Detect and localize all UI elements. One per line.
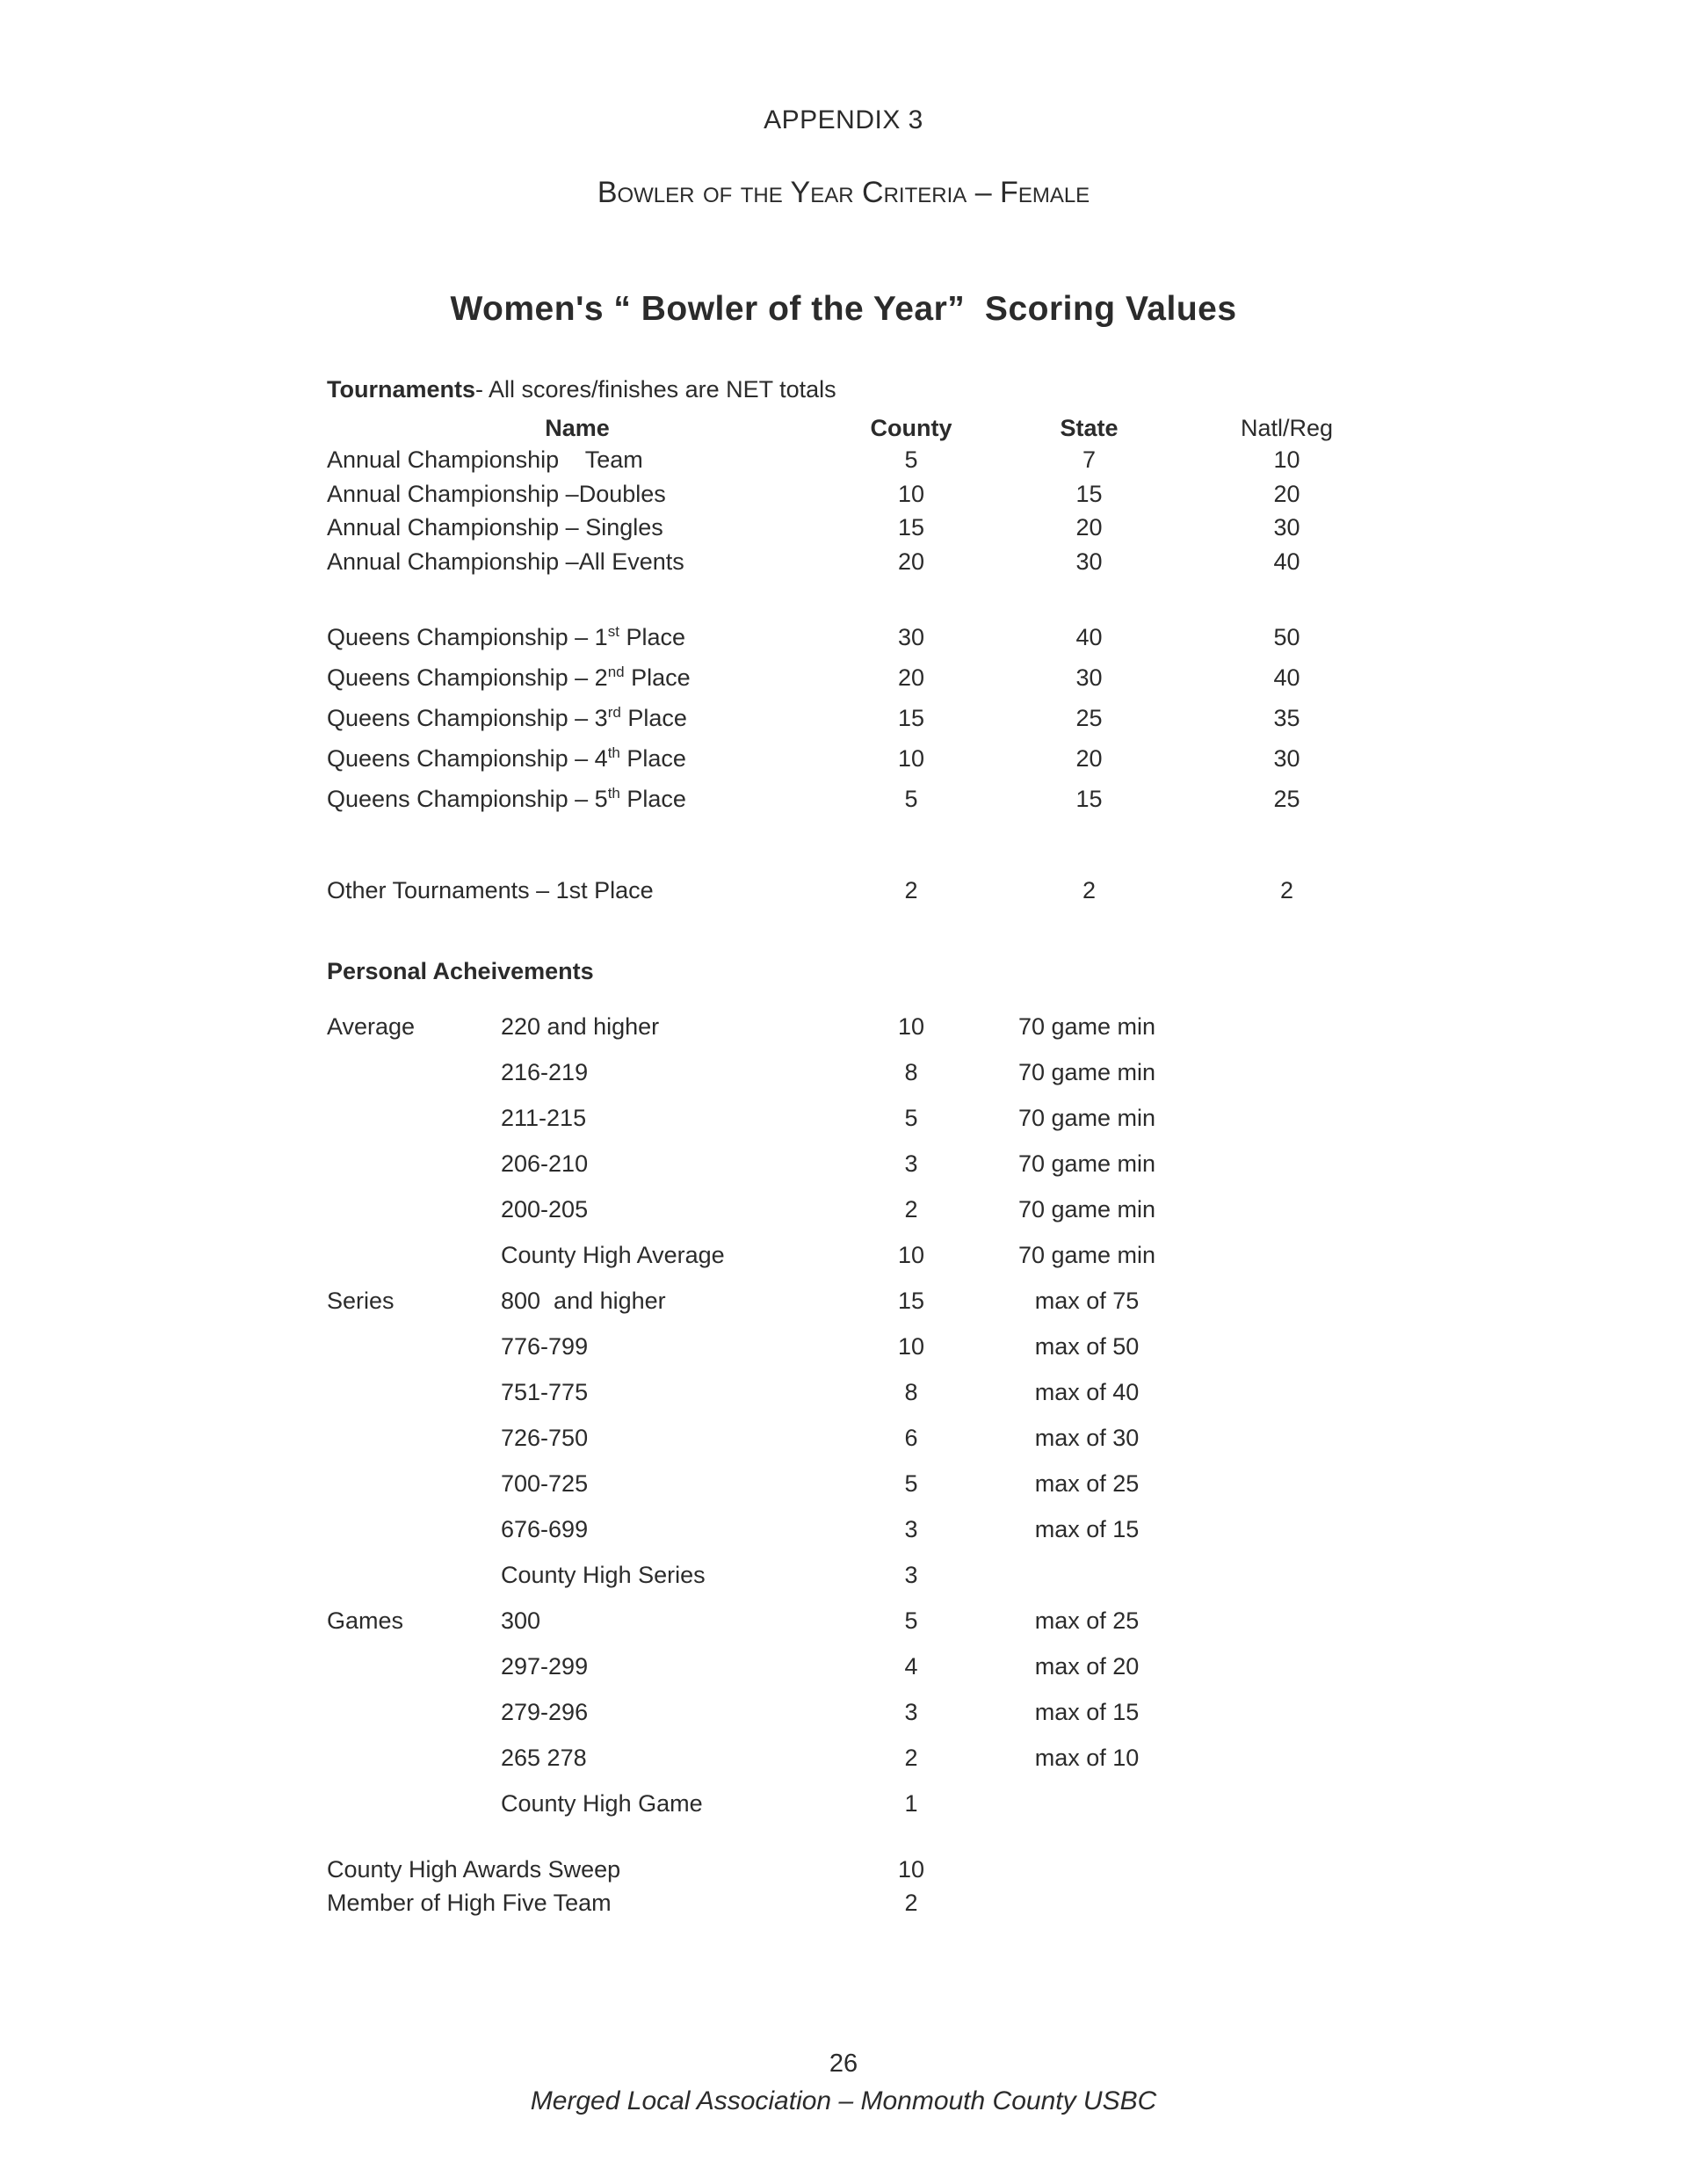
points-value: 10 — [897, 1242, 925, 1268]
table-row — [327, 1324, 1434, 1369]
ordinal-suffix: rd — [607, 704, 621, 721]
points-value: 5 — [904, 1105, 918, 1131]
tournament-name: Queens Championship – 2nd Place — [327, 664, 691, 691]
state-value: 20 — [1075, 514, 1103, 541]
tournament-name: Annual Championship –All Events — [327, 548, 684, 575]
county-value: 15 — [897, 705, 925, 731]
natl-reg-value: 20 — [1273, 480, 1300, 507]
category-label — [327, 1232, 501, 1278]
state-value: 30 — [1075, 664, 1103, 691]
table-header-row — [327, 413, 1434, 443]
points-value: 4 — [904, 1653, 918, 1680]
tournament-name: Queens Championship – 4th Place — [327, 744, 686, 772]
county-value: 30 — [897, 624, 925, 650]
achievement-label: 279-296 — [501, 1699, 589, 1725]
tournament-name: Annual Championship –Doubles — [327, 480, 666, 507]
achievement-label: 700-725 — [501, 1470, 589, 1497]
category-label: Average — [327, 1013, 416, 1040]
state-value: 15 — [1075, 480, 1103, 507]
category-label — [327, 1461, 501, 1506]
condition-note: max of 50 — [1034, 1333, 1140, 1360]
condition-note: max of 15 — [1034, 1699, 1140, 1725]
column-header-state: State — [1060, 415, 1119, 441]
natl-reg-value: 40 — [1273, 548, 1300, 575]
county-value: 20 — [897, 548, 925, 575]
state-value: 7 — [1082, 446, 1097, 473]
condition-note: max of 25 — [1034, 1470, 1140, 1497]
state-value: 15 — [1075, 786, 1103, 812]
category-label — [327, 1369, 501, 1415]
county-value: 20 — [897, 664, 925, 691]
table-row — [327, 1415, 1434, 1461]
queens-championship-rows — [327, 617, 1434, 819]
award-label: Member of High Five Team — [327, 1890, 612, 1916]
county-value: 2 — [904, 877, 918, 903]
points-value: 3 — [904, 1562, 918, 1588]
category-label — [327, 1095, 501, 1141]
condition-note: max of 20 — [1034, 1653, 1140, 1680]
tournament-name: Queens Championship – 5th Place — [327, 785, 686, 812]
tournaments-section-heading — [327, 374, 1434, 404]
condition-note: 70 game min — [1017, 1196, 1156, 1223]
tournaments-heading-label: Tournaments — [327, 376, 476, 403]
table-row — [327, 779, 1434, 819]
county-value: 10 — [897, 745, 925, 772]
table-row — [327, 698, 1434, 738]
points-value: 10 — [897, 1013, 925, 1040]
condition-note: 70 game min — [1017, 1059, 1156, 1085]
table-row — [327, 1735, 1434, 1781]
ordinal-suffix: st — [607, 623, 619, 640]
achievement-label: County High Game — [501, 1790, 703, 1817]
points-value: 3 — [904, 1150, 918, 1177]
category-label — [327, 1552, 501, 1598]
points-value: 10 — [897, 1856, 925, 1883]
series-section — [327, 1278, 1434, 1598]
table-row — [327, 1853, 1434, 1886]
natl-reg-value: 35 — [1273, 705, 1300, 731]
appendix-heading: APPENDIX 3 — [764, 105, 923, 134]
personal-achievements-heading: Personal Acheivements — [327, 958, 594, 984]
natl-reg-value: 50 — [1273, 624, 1300, 650]
column-header-county: County — [870, 415, 952, 441]
points-value: 3 — [904, 1516, 918, 1542]
table-row — [327, 1552, 1434, 1598]
points-value: 1 — [904, 1790, 918, 1817]
points-value: 2 — [904, 1745, 918, 1771]
achievement-label: 751-775 — [501, 1379, 589, 1405]
tournament-name: Annual Championship – Singles — [327, 514, 663, 541]
achievement-label: 800 and higher — [501, 1288, 666, 1314]
table-row — [327, 1598, 1434, 1643]
points-value: 5 — [904, 1470, 918, 1497]
table-row — [327, 1689, 1434, 1735]
points-value: 8 — [904, 1379, 918, 1405]
column-header-natl-reg: Natl/Reg — [1240, 415, 1334, 441]
page-title: Women's “ Bowler of the Year” Scoring Values — [450, 290, 1237, 328]
table-row — [327, 545, 1434, 579]
natl-reg-value: 30 — [1273, 745, 1300, 772]
points-value: 8 — [904, 1059, 918, 1085]
natl-reg-value: 30 — [1273, 514, 1300, 541]
category-label — [327, 1186, 501, 1232]
table-row — [327, 1186, 1434, 1232]
condition-note: max of 25 — [1034, 1607, 1140, 1634]
natl-reg-value: 2 — [1279, 877, 1294, 903]
table-row — [327, 443, 1434, 477]
condition-note: max of 15 — [1034, 1516, 1140, 1542]
achievement-label: 726-750 — [501, 1425, 589, 1451]
points-value: 3 — [904, 1699, 918, 1725]
category-label — [327, 1643, 501, 1689]
condition-note: max of 75 — [1034, 1288, 1140, 1314]
state-value: 25 — [1075, 705, 1103, 731]
footer-association: Merged Local Association – Monmouth County USBC — [530, 2086, 1157, 2115]
condition-note: max of 40 — [1034, 1379, 1140, 1405]
condition-note: 70 game min — [1017, 1242, 1156, 1268]
tournaments-heading-note: - All scores/finishes are NET totals — [475, 376, 836, 403]
state-value: 40 — [1075, 624, 1103, 650]
tournament-name: Other Tournaments – 1st Place — [327, 877, 654, 903]
table-row — [327, 1461, 1434, 1506]
points-value: 10 — [897, 1333, 925, 1360]
tournament-name: Queens Championship – 1st Place — [327, 623, 685, 650]
table-row — [327, 1278, 1434, 1324]
table-row — [327, 1049, 1434, 1095]
ordinal-suffix: th — [607, 785, 620, 802]
annual-championship-rows — [327, 443, 1434, 578]
category-label — [327, 1049, 501, 1095]
achievement-label: 220 and higher — [501, 1013, 660, 1040]
points-value: 2 — [904, 1890, 918, 1916]
points-value: 6 — [904, 1425, 918, 1451]
table-row — [327, 1232, 1434, 1278]
games-section — [327, 1598, 1434, 1826]
ordinal-suffix: th — [607, 744, 620, 761]
achievement-label: County High Series — [501, 1562, 706, 1588]
category-label — [327, 1324, 501, 1369]
table-row — [327, 1643, 1434, 1689]
tournament-name: Annual Championship Team — [327, 446, 643, 473]
table-row — [327, 1004, 1434, 1049]
achievement-label: 206-210 — [501, 1150, 589, 1177]
table-row — [327, 477, 1434, 512]
other-tournaments-row — [327, 875, 1434, 905]
tournament-name: Queens Championship – 3rd Place — [327, 704, 687, 731]
natl-reg-value: 10 — [1273, 446, 1300, 473]
condition-note: max of 30 — [1034, 1425, 1140, 1451]
table-row — [327, 617, 1434, 657]
category-label — [327, 1506, 501, 1552]
table-row — [327, 1506, 1434, 1552]
achievement-label: 676-699 — [501, 1516, 589, 1542]
extra-awards-rows — [327, 1853, 1434, 1919]
natl-reg-value: 25 — [1273, 786, 1300, 812]
table-row — [327, 738, 1434, 779]
column-header-name: Name — [545, 415, 610, 441]
county-value: 5 — [904, 786, 918, 812]
state-value: 20 — [1075, 745, 1103, 772]
category-label — [327, 1735, 501, 1781]
county-value: 15 — [897, 514, 925, 541]
page-number: 26 — [829, 2050, 858, 2078]
table-row — [327, 1886, 1434, 1919]
condition-note — [995, 1781, 1179, 1826]
table-row — [327, 1369, 1434, 1415]
county-value: 5 — [904, 446, 918, 473]
table-row — [327, 1141, 1434, 1186]
points-value: 15 — [897, 1288, 925, 1314]
achievement-label: 211-215 — [501, 1105, 587, 1131]
category-label — [327, 1141, 501, 1186]
achievement-label: 297-299 — [501, 1653, 589, 1680]
document-subtitle: Bowler of the Year Criteria – Female — [597, 176, 1090, 209]
achievement-label: County High Average — [501, 1242, 725, 1268]
points-value: 5 — [904, 1607, 918, 1634]
document-body — [327, 374, 1434, 1919]
category-label — [327, 1689, 501, 1735]
award-label: County High Awards Sweep — [327, 1856, 621, 1883]
table-row — [327, 1781, 1434, 1826]
state-value: 30 — [1075, 548, 1103, 575]
achievement-label: 300 — [501, 1607, 541, 1634]
condition-note: max of 10 — [1034, 1745, 1140, 1771]
achievement-label: 265 278 — [501, 1745, 587, 1771]
natl-reg-value: 40 — [1273, 664, 1300, 691]
table-row — [327, 657, 1434, 698]
category-label — [327, 1415, 501, 1461]
category-label: Series — [327, 1288, 395, 1314]
condition-note: 70 game min — [1017, 1105, 1156, 1131]
average-section — [327, 1004, 1434, 1278]
points-value: 2 — [904, 1196, 918, 1223]
category-label: Games — [327, 1607, 404, 1634]
ordinal-suffix: nd — [607, 664, 625, 680]
state-value: 2 — [1082, 877, 1097, 903]
county-value: 10 — [897, 480, 925, 507]
table-row — [327, 511, 1434, 545]
category-label — [327, 1781, 501, 1826]
achievement-label: 776-799 — [501, 1333, 589, 1360]
table-row — [327, 1095, 1434, 1141]
achievement-label: 200-205 — [501, 1196, 589, 1223]
condition-note — [995, 1552, 1179, 1598]
condition-note: 70 game min — [1017, 1150, 1156, 1177]
condition-note: 70 game min — [1017, 1013, 1156, 1040]
achievement-label: 216-219 — [501, 1059, 589, 1085]
